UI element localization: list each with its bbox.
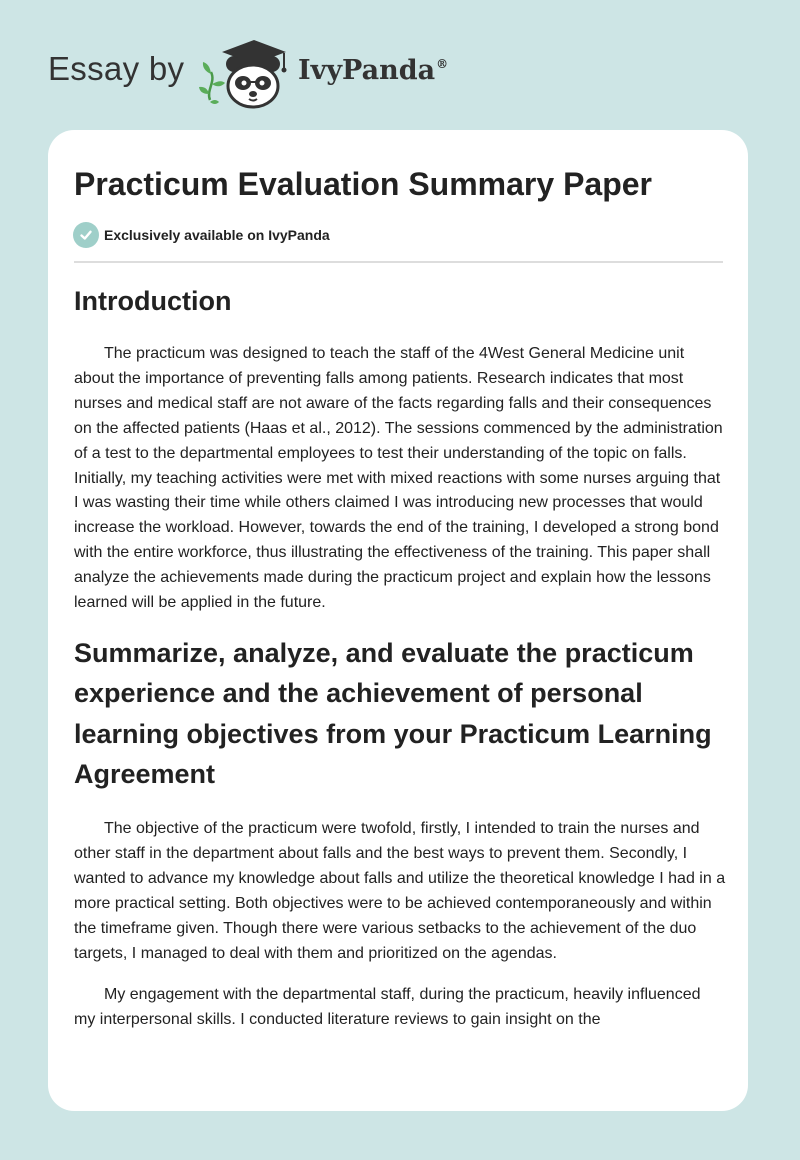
paragraph: My engagement with the departmental staff, during the practicum, heavily influenced my interpersonal skills. I conducted literature reviews to gain insight on the [74,986,701,1029]
title-divider [74,261,723,263]
article-card [48,130,748,1111]
site-header [0,0,800,130]
brand-label: IvyPanda [298,55,436,86]
essay-by-label: Essay by [48,50,185,87]
panda-logo-icon [198,34,294,110]
paragraph: The objective of the practicum were twofold, firstly, I intended to train the nurses and other staff in the department about falls and the best ways to prevent them. Secondly, I wanted to advance my knowledge about falls and utilize the theoretical knowledge I had in a more practical setting. Both objectives were to be achieved contemporaneously and within the timeframe given. Though there were various setbacks to the achievement of the duo targets, I managed to deal with them and prioritized on the agendas. [74,819,726,962]
exclusive-badge [73,222,330,248]
article-title: Practicum Evaluation Summary Paper [74,166,652,202]
registered-mark: ® [436,57,449,71]
section-heading-introduction: Introduction [74,286,232,316]
check-icon [73,222,99,248]
paragraph: The practicum was designed to teach the staff of the 4West General Medicine unit about the importance of preventing falls among patients. Research indicates that most nurses and medical staff are not aware of the facts regarding falls and their consequences on the affected patients (Haas et al., 2012). The sessions commenced by the administration of a test to the departmental employees to test their understanding of the topic on falls. Initially, my teaching activities were met with mixed reactions with some nurses arguing that I was wasting their time while others claimed I was introducing new processes that would increase the workload. However, towards the end of the training, I developed a strong bond with the entire workforce, thus illustrating the effectiveness of the training. This paper shall analyze the achievements made during the practicum project and explain how the lessons learned will be applied in the future. [74,345,723,612]
section-heading-summarize: Summarize, analyze, and evaluate the practicum experience and the achievement of personal learning objectives from your Practicum Learning Agreement [74,637,712,790]
exclusive-badge-label: Exclusively available on IvyPanda [104,227,330,243]
brand-name[interactable] [298,55,448,86]
ivypanda-logo[interactable] [198,34,294,110]
article-body [74,278,726,1050]
